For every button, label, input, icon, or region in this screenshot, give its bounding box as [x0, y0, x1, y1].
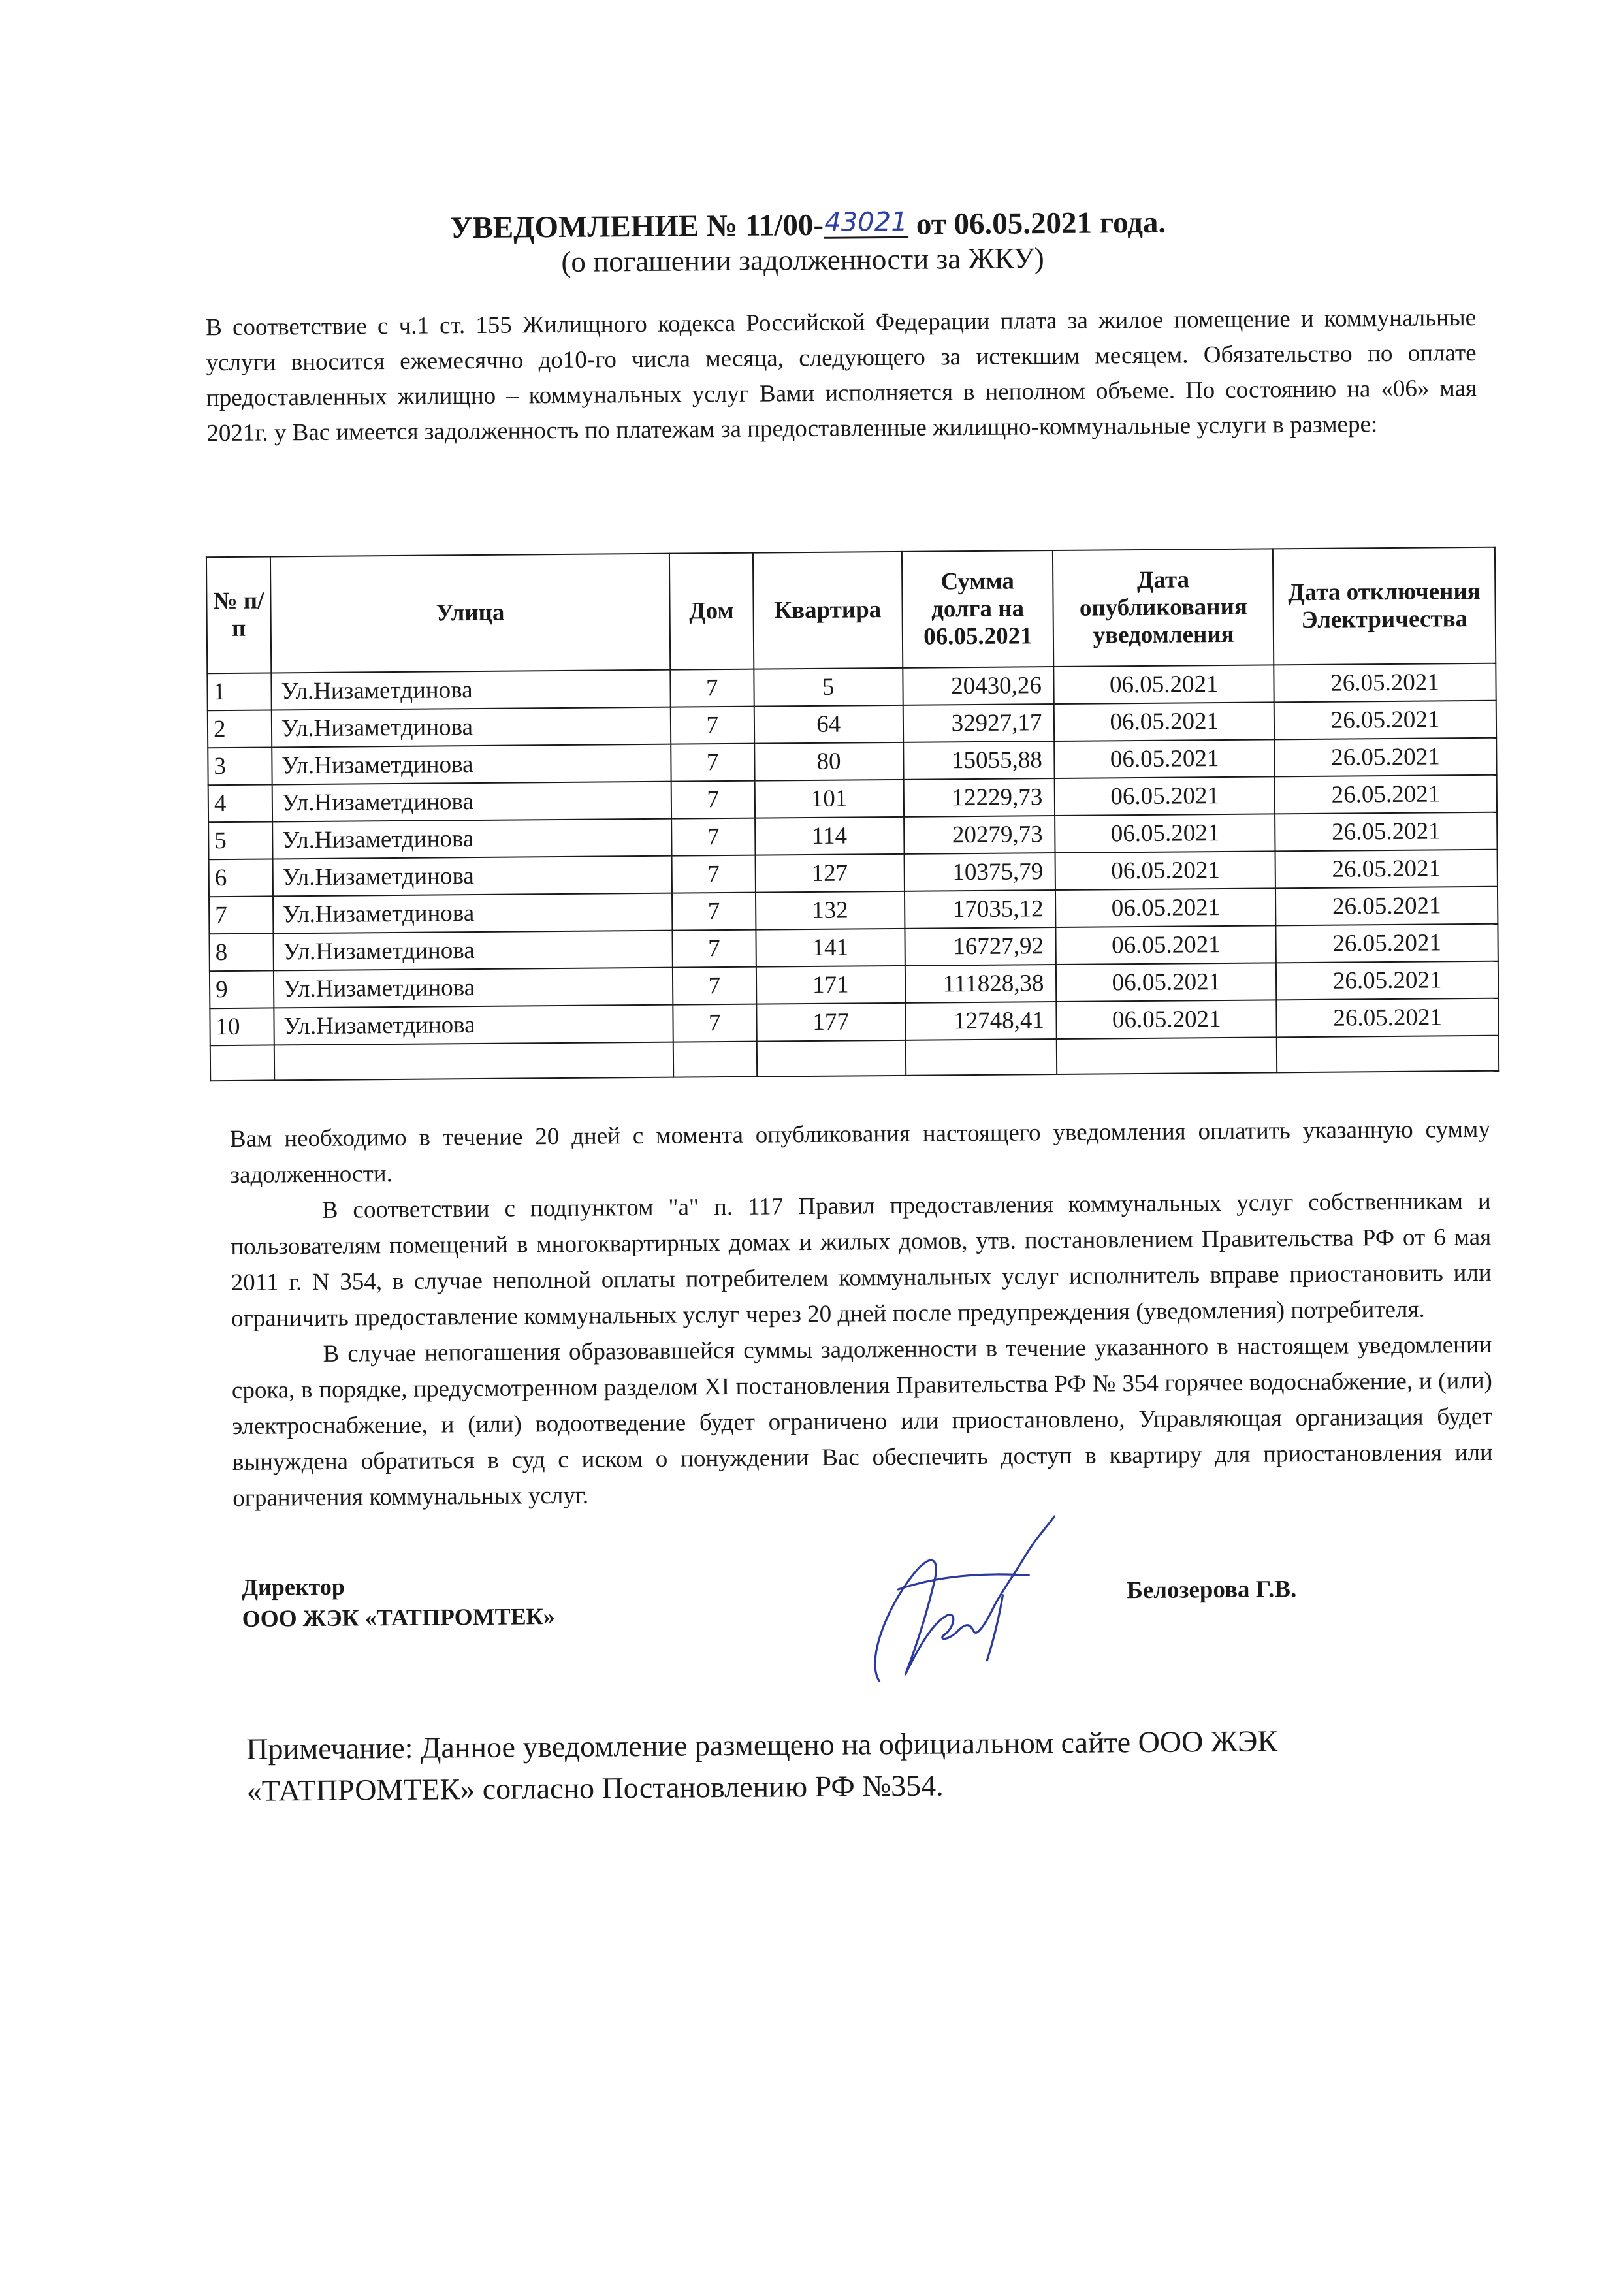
cell-house: 7	[673, 1004, 756, 1042]
table-body	[207, 663, 1499, 1081]
cell-house: 7	[672, 930, 756, 968]
cell-street: Ул.Низаметдинова	[272, 707, 671, 748]
cell-num: 1	[207, 673, 271, 710]
cell-num: 3	[208, 747, 272, 785]
cell-published: 06.05.2021	[1055, 814, 1275, 853]
cell-num: 2	[208, 710, 272, 748]
cell-cutoff: 26.05.2021	[1274, 701, 1496, 740]
document-title	[450, 205, 1166, 246]
debt-table	[206, 547, 1499, 1081]
cell-cutoff: 26.05.2021	[1276, 961, 1498, 1000]
empty-cell	[756, 1040, 905, 1077]
footnote: Примечание: Данное уведомление размещено на официальном сайте ООО ЖЭК «ТАТПРОМТЕК» согласно Постановлению РФ №354.	[246, 1724, 1278, 1808]
cell-sum: 20279,73	[904, 816, 1055, 854]
cell-sum: 10375,79	[904, 853, 1055, 891]
handwritten-number: 43021	[824, 208, 908, 239]
cell-sum: 17035,12	[905, 890, 1056, 929]
cell-street: Ул.Низаметдинова	[274, 968, 673, 1008]
cell-cutoff: 26.05.2021	[1274, 738, 1496, 777]
cell-cutoff: 26.05.2021	[1275, 887, 1498, 926]
body-paragraph-3: В случае непогашения образовавшейся суммы задолженности в течение указанного в настоящем уведомлении срока, в порядке, предусмотренном разделом XI постановления Правительства РФ № 354 горячее водоснабжение, и (или) электроснабжение, и (или) водоотведение будет ограничено или приостановлено, Управляющая организация будет вынуждена обратиться в суд с иском о понуждении Вас обеспечить доступ в квартиру для приостановления или ограничения коммунальных услуг.	[231, 1331, 1493, 1512]
cell-apartment: 64	[754, 705, 903, 744]
cell-num: 6	[209, 859, 273, 897]
cell-street: Ул.Низаметдинова	[271, 670, 670, 710]
header-street: Улица	[270, 554, 670, 673]
cell-sum: 111828,38	[905, 965, 1056, 1003]
cell-street: Ул.Низаметдинова	[273, 931, 672, 971]
cell-sum: 12748,41	[905, 1002, 1057, 1040]
empty-cell	[905, 1039, 1057, 1076]
cell-street: Ул.Низаметдинова	[272, 782, 671, 822]
handwritten-signature	[858, 1510, 1068, 1701]
header-published: Дата опубликования уведомления	[1053, 549, 1274, 667]
empty-cell	[210, 1045, 274, 1081]
cell-house: 7	[671, 744, 754, 782]
cell-apartment: 132	[756, 891, 905, 930]
body-paragraph-2: В соответствии с подпунктом "а" п. 117 Правил предоставления коммунальных услуг собственникам и пользователям помещений в многоквартирных домах и жилых домов, утв. постановлением Правительства РФ от 6 мая 2011 г. N 354, в случае неполной оплаты потребителем коммунальных услуг исполнитель вправе приостановить или ограничить предоставление коммунальных услуг через 20 дней после предупреждения (уведомления) потребителя.	[231, 1187, 1492, 1332]
cell-published: 06.05.2021	[1056, 925, 1276, 965]
cell-published: 06.05.2021	[1055, 888, 1275, 927]
cell-house: 7	[671, 818, 755, 856]
cell-num: 9	[210, 970, 274, 1008]
cell-num: 4	[208, 784, 272, 822]
table-header-row	[206, 547, 1496, 673]
cell-num: 5	[208, 821, 272, 859]
cell-num: 7	[209, 896, 273, 934]
empty-cell	[1277, 1036, 1499, 1073]
cell-published: 06.05.2021	[1057, 1000, 1277, 1039]
cell-house: 7	[673, 967, 756, 1005]
cell-apartment: 80	[754, 742, 903, 781]
header-apartment: Квартира	[753, 552, 903, 669]
cell-house: 7	[670, 669, 754, 707]
empty-cell	[673, 1042, 757, 1077]
cell-published: 06.05.2021	[1055, 739, 1275, 778]
header-house: Дом	[669, 553, 754, 670]
cell-apartment: 5	[754, 668, 903, 707]
cell-sum: 15055,88	[903, 741, 1055, 780]
cell-street: Ул.Низаметдинова	[272, 819, 671, 859]
header-cutoff: Дата отключения Электричества	[1273, 547, 1496, 665]
cell-apartment: 114	[755, 817, 904, 855]
cell-apartment: 101	[754, 780, 903, 818]
body-paragraph-1: Вам необходимо в течение 20 дней с момента опубликования настоящего уведомления оплатить указанную сумму задолженности.	[229, 1115, 1491, 1188]
signer-position: Директор	[242, 1573, 345, 1601]
cell-apartment: 141	[756, 929, 905, 967]
cell-sum: 12229,73	[903, 778, 1055, 817]
cell-cutoff: 26.05.2021	[1275, 775, 1497, 814]
header-sum: Сумма долга на 06.05.2021	[901, 550, 1053, 668]
cell-published: 06.05.2021	[1055, 851, 1275, 890]
cell-house: 7	[672, 893, 756, 931]
cell-street: Ул.Низаметдинова	[272, 744, 671, 785]
cell-house: 7	[671, 707, 754, 744]
cell-house: 7	[671, 855, 755, 893]
cell-house: 7	[671, 781, 755, 819]
cell-apartment: 171	[756, 966, 905, 1004]
cell-sum: 20430,26	[903, 667, 1054, 705]
cell-sum: 32927,17	[903, 704, 1054, 742]
cell-published: 06.05.2021	[1056, 963, 1276, 1002]
cell-published: 06.05.2021	[1055, 776, 1275, 816]
signer-block	[242, 1569, 555, 1634]
cell-cutoff: 26.05.2021	[1274, 663, 1496, 703]
title-prefix: УВЕДОМЛЕНИЕ № 11/00-	[449, 208, 824, 246]
header-num: № п/п	[206, 556, 271, 673]
title-suffix: от 06.05.2021 года.	[908, 205, 1166, 242]
document-subtitle: (о погашении задолженности за ЖКУ)	[561, 242, 1044, 278]
cell-published: 06.05.2021	[1054, 702, 1274, 741]
signer-name: Белозерова Г.В.	[1127, 1576, 1297, 1604]
cell-cutoff: 26.05.2021	[1276, 998, 1498, 1038]
cell-apartment: 177	[756, 1003, 905, 1042]
cell-cutoff: 26.05.2021	[1275, 850, 1498, 889]
cell-num: 10	[210, 1008, 274, 1045]
cell-street: Ул.Низаметдинова	[274, 1005, 673, 1045]
signer-company: ООО ЖЭК «ТАТПРОМТЕК»	[242, 1603, 555, 1632]
cell-street: Ул.Низаметдинова	[273, 893, 672, 934]
cell-num: 8	[209, 933, 273, 971]
cell-sum: 16727,92	[905, 927, 1056, 966]
body-text	[230, 1111, 1494, 1516]
intro-paragraph: В соответствие с ч.1 ст. 155 Жилищного кодекса Российской Федерации плата за жилое помещение и коммунальные услуги вносится ежемесячно до10-го числа месяца, следующего за истекшим месяцем. Обязательство по оплате предоставленных жилищно – коммунальных услуг Вами исполняется в неполном объеме. По состоянию на «06» мая 2021г. у Вас имеется задолженность по платежам за предоставленные жилищно-коммунальные услуги в размере:	[206, 304, 1477, 447]
empty-cell	[274, 1042, 673, 1081]
cell-published: 06.05.2021	[1054, 665, 1274, 704]
cell-apartment: 127	[755, 854, 904, 893]
cell-cutoff: 26.05.2021	[1275, 812, 1497, 852]
empty-cell	[1057, 1037, 1277, 1074]
cell-street: Ул.Низаметдинова	[272, 856, 671, 897]
cell-cutoff: 26.05.2021	[1276, 924, 1498, 963]
